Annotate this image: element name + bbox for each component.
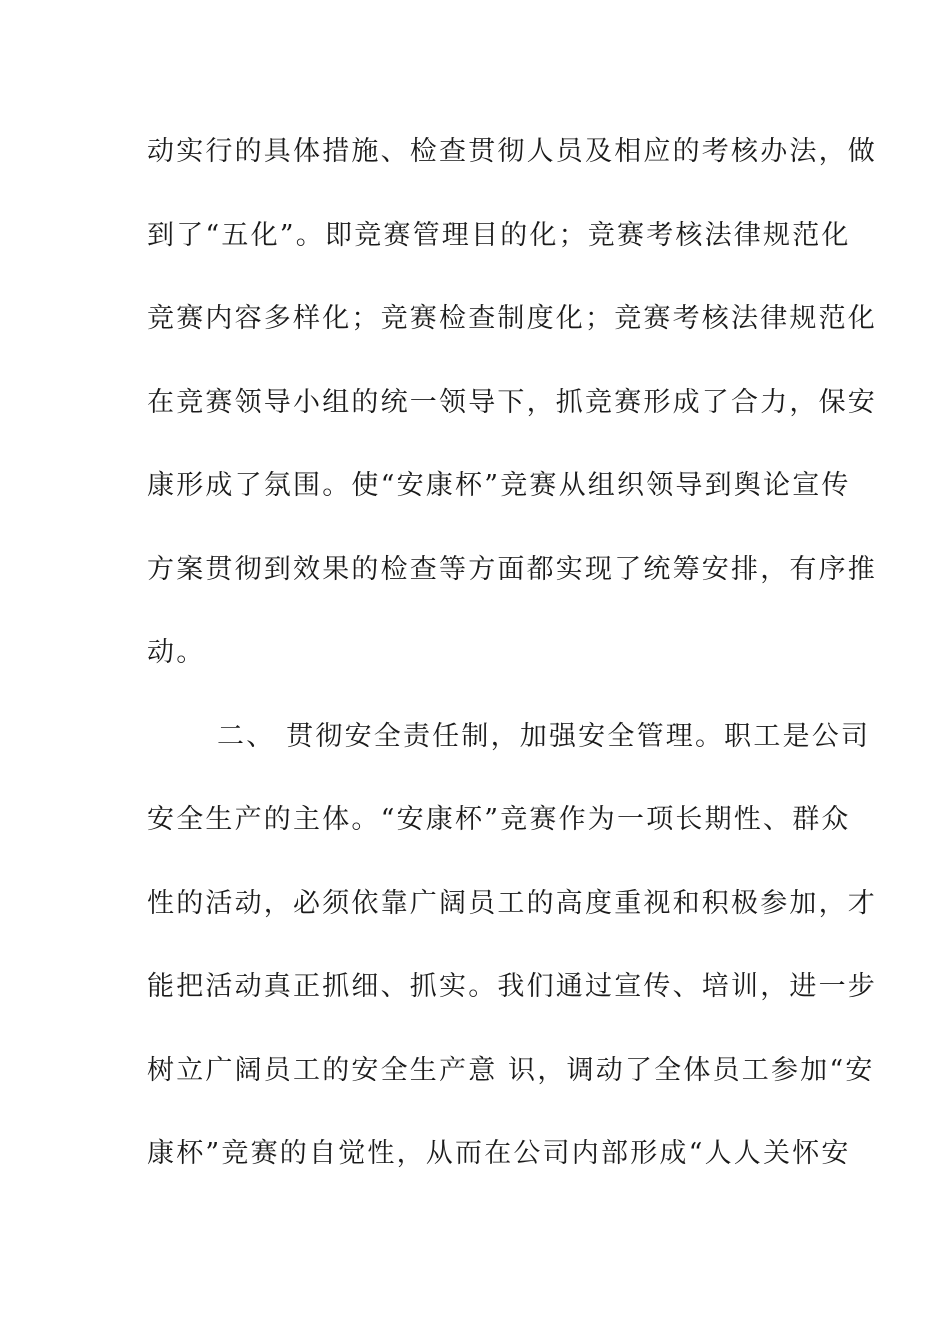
text-line-content: 在竞赛领导小组的统一领导下，抓竞赛形成了合力，保安 bbox=[147, 386, 877, 418]
text-line-content: 安全生产的主体。“安康杯”竞赛作为一项长期性、群众 bbox=[147, 804, 851, 835]
text-line-content: 竞赛内容多样化；竞赛检查制度化；竞赛考核法律规范化 bbox=[147, 303, 877, 334]
text-line-content: 动实行的具体措施、检查贯彻人员及相应的考核办法，做 bbox=[147, 136, 877, 167]
text-line-content: 性的活动，必须依靠广阔员工的高度重视和积极参加，才 bbox=[147, 887, 877, 919]
text-line-content: 能把活动真正抓细、抓实。我们通过宣传、培训，进一步 bbox=[147, 971, 877, 1002]
text-line bbox=[147, 464, 851, 548]
text-line bbox=[147, 130, 877, 214]
text-line-content: 到了“五化”。即竞赛管理目的化；竞赛考核法律规范化 bbox=[147, 219, 851, 251]
text-line-content: 动。 bbox=[147, 637, 206, 668]
text-line-content: 康杯”竞赛的自觉性，从而在公司内部形成“人人关怀安 bbox=[147, 1138, 851, 1169]
text-line bbox=[147, 548, 877, 632]
text-line bbox=[147, 214, 851, 298]
section-heading: 二、 贯彻安全责任制，加强安全管理。职工是公司 bbox=[217, 720, 871, 752]
text-line-content: 树立广阔员工的安全生产意 识，调动了全体员工参加“安 bbox=[147, 1054, 875, 1086]
text-line-content: 方案贯彻到效果的检查等方面都实现了统筹安排，有序推 bbox=[147, 553, 877, 585]
text-line bbox=[147, 798, 851, 882]
text-line bbox=[147, 965, 877, 1049]
text-line-content: 康形成了氛围。使“安康杯”竞赛从组织领导到舆论宣传 bbox=[147, 470, 851, 501]
section-heading-line bbox=[147, 715, 871, 799]
text-line bbox=[147, 381, 877, 465]
text-line bbox=[147, 297, 877, 381]
text-line-last bbox=[147, 631, 807, 715]
text-line bbox=[147, 1049, 875, 1133]
text-line bbox=[147, 882, 877, 966]
text-line bbox=[147, 1132, 851, 1216]
body-text bbox=[147, 130, 877, 1216]
